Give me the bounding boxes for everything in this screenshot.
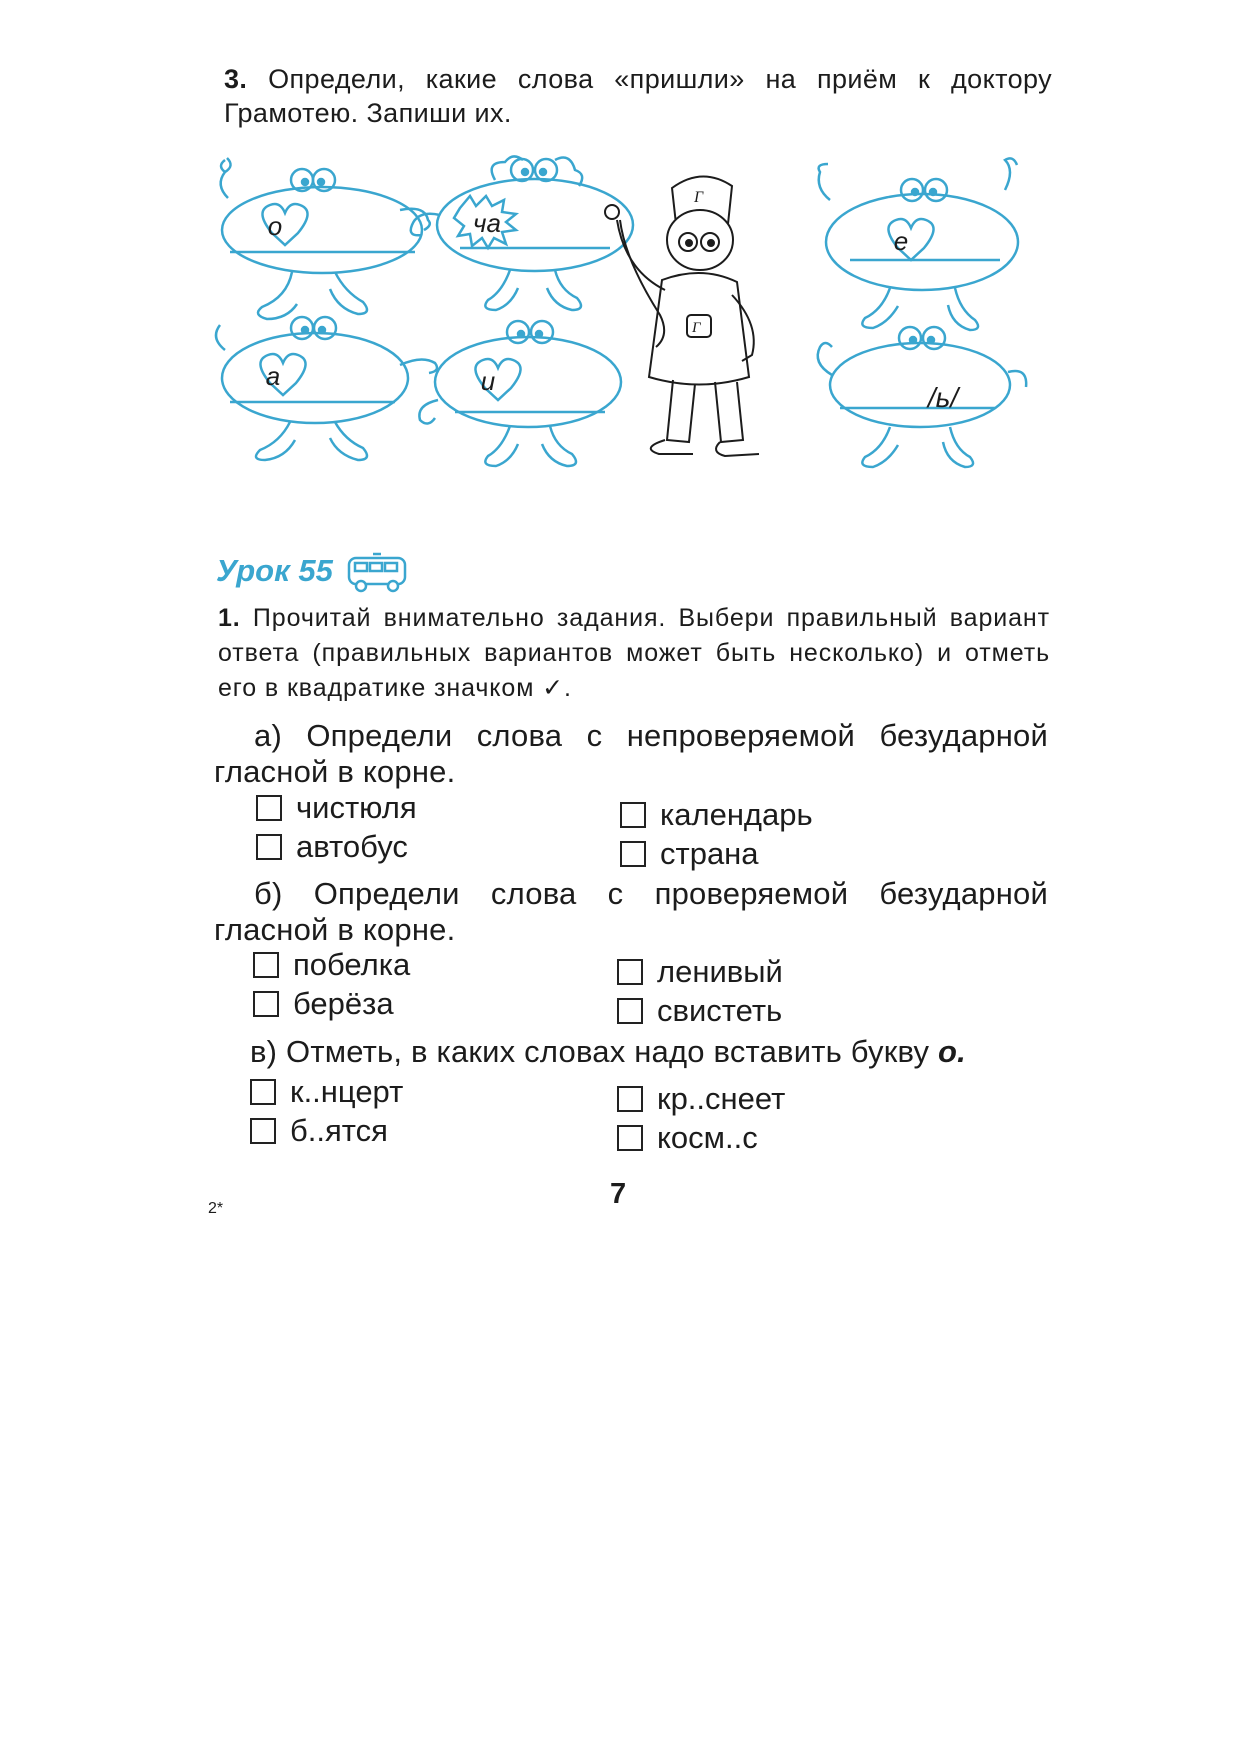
heart-letter-a: а (265, 361, 281, 391)
option-label: свистеть (657, 993, 783, 1028)
signature-mark: 2* (208, 1200, 224, 1217)
bus-icon (345, 550, 411, 594)
option-label: автобус (296, 829, 408, 864)
option-label: берёза (293, 986, 394, 1021)
soft-sign-label: /ь/ (927, 382, 959, 413)
option-checkbox[interactable] (256, 829, 408, 865)
checkbox-icon[interactable] (620, 841, 646, 867)
option-checkbox[interactable] (617, 954, 783, 990)
checkbox-icon[interactable] (617, 959, 643, 985)
checkbox-icon[interactable] (617, 1125, 643, 1151)
option-checkbox[interactable] (250, 1074, 403, 1110)
letter-creature-o (221, 158, 430, 319)
option-checkbox[interactable] (617, 1120, 758, 1156)
checkbox-icon[interactable] (256, 834, 282, 860)
doctor-gramotey (605, 176, 759, 456)
task1-text: Прочитай внимательно задания. Выбери правильный вариант ответа (правильных вариантов может быть несколько) и отметь его в квадратике значком ✓. (218, 604, 1050, 702)
checkbox-icon[interactable] (253, 991, 279, 1017)
doctor-badge-letter: Г (692, 320, 701, 336)
checkbox-icon[interactable] (250, 1118, 276, 1144)
checkbox-icon[interactable] (256, 795, 282, 821)
task3-number: 3. (224, 64, 248, 94)
question-c-text: в) Отметь, в каких словах надо вставить букву (250, 1034, 930, 1069)
question-b-prompt: б) Определи слова с проверяемой безударной гласной в корне. (214, 876, 1048, 947)
checkbox-icon[interactable] (253, 952, 279, 978)
task1-number: 1. (218, 604, 241, 632)
option-checkbox[interactable] (620, 797, 813, 833)
option-label: к..нцерт (290, 1074, 404, 1109)
letter-creature-a (216, 317, 437, 460)
page-number: 7 (610, 1178, 627, 1210)
doctor-cap-letter: Г (694, 189, 704, 206)
option-label: страна (660, 836, 759, 871)
letter-creature-i (419, 321, 621, 466)
heart-letter-i: и (480, 366, 496, 396)
burst-syllable: ча (473, 208, 501, 238)
option-label: косм..с (657, 1120, 758, 1155)
letter-creature-cha (411, 156, 633, 310)
checkbox-icon[interactable] (620, 802, 646, 828)
task3 (224, 62, 1052, 130)
option-checkbox[interactable] (253, 947, 410, 983)
doctor-illustration (210, 150, 1050, 485)
option-label: календарь (660, 797, 813, 832)
option-label: ленивый (657, 954, 783, 989)
question-a-prompt: а) Определи слова с непроверяемой безударной гласной в корне. (214, 718, 1048, 789)
lesson-title: Урок 55 (216, 553, 333, 588)
letter-creature-e (819, 158, 1018, 330)
option-label: б..ятся (290, 1113, 388, 1148)
option-checkbox[interactable] (250, 1113, 388, 1149)
option-checkbox[interactable] (620, 836, 759, 872)
option-label: кр..снеет (657, 1081, 786, 1116)
option-checkbox[interactable] (617, 993, 782, 1029)
option-label: побелка (293, 947, 411, 982)
letter-creature-soft-sign (818, 327, 1026, 467)
heart-letter-o: о (267, 211, 283, 241)
checkbox-icon[interactable] (617, 1086, 643, 1112)
task3-text: Определи, какие слова «пришли» на приём к доктору Грамотею. Запиши их. (224, 64, 1053, 128)
checkbox-icon[interactable] (250, 1079, 276, 1105)
heart-letter-e: е (893, 226, 909, 256)
checkbox-icon[interactable] (617, 998, 643, 1024)
option-checkbox[interactable] (617, 1081, 785, 1117)
option-checkbox[interactable] (253, 986, 394, 1022)
question-c-prompt (250, 1034, 966, 1070)
question-c-letter: о. (938, 1034, 966, 1069)
option-checkbox[interactable] (256, 790, 417, 826)
option-label: чистюля (296, 790, 417, 825)
task1 (218, 601, 1050, 706)
